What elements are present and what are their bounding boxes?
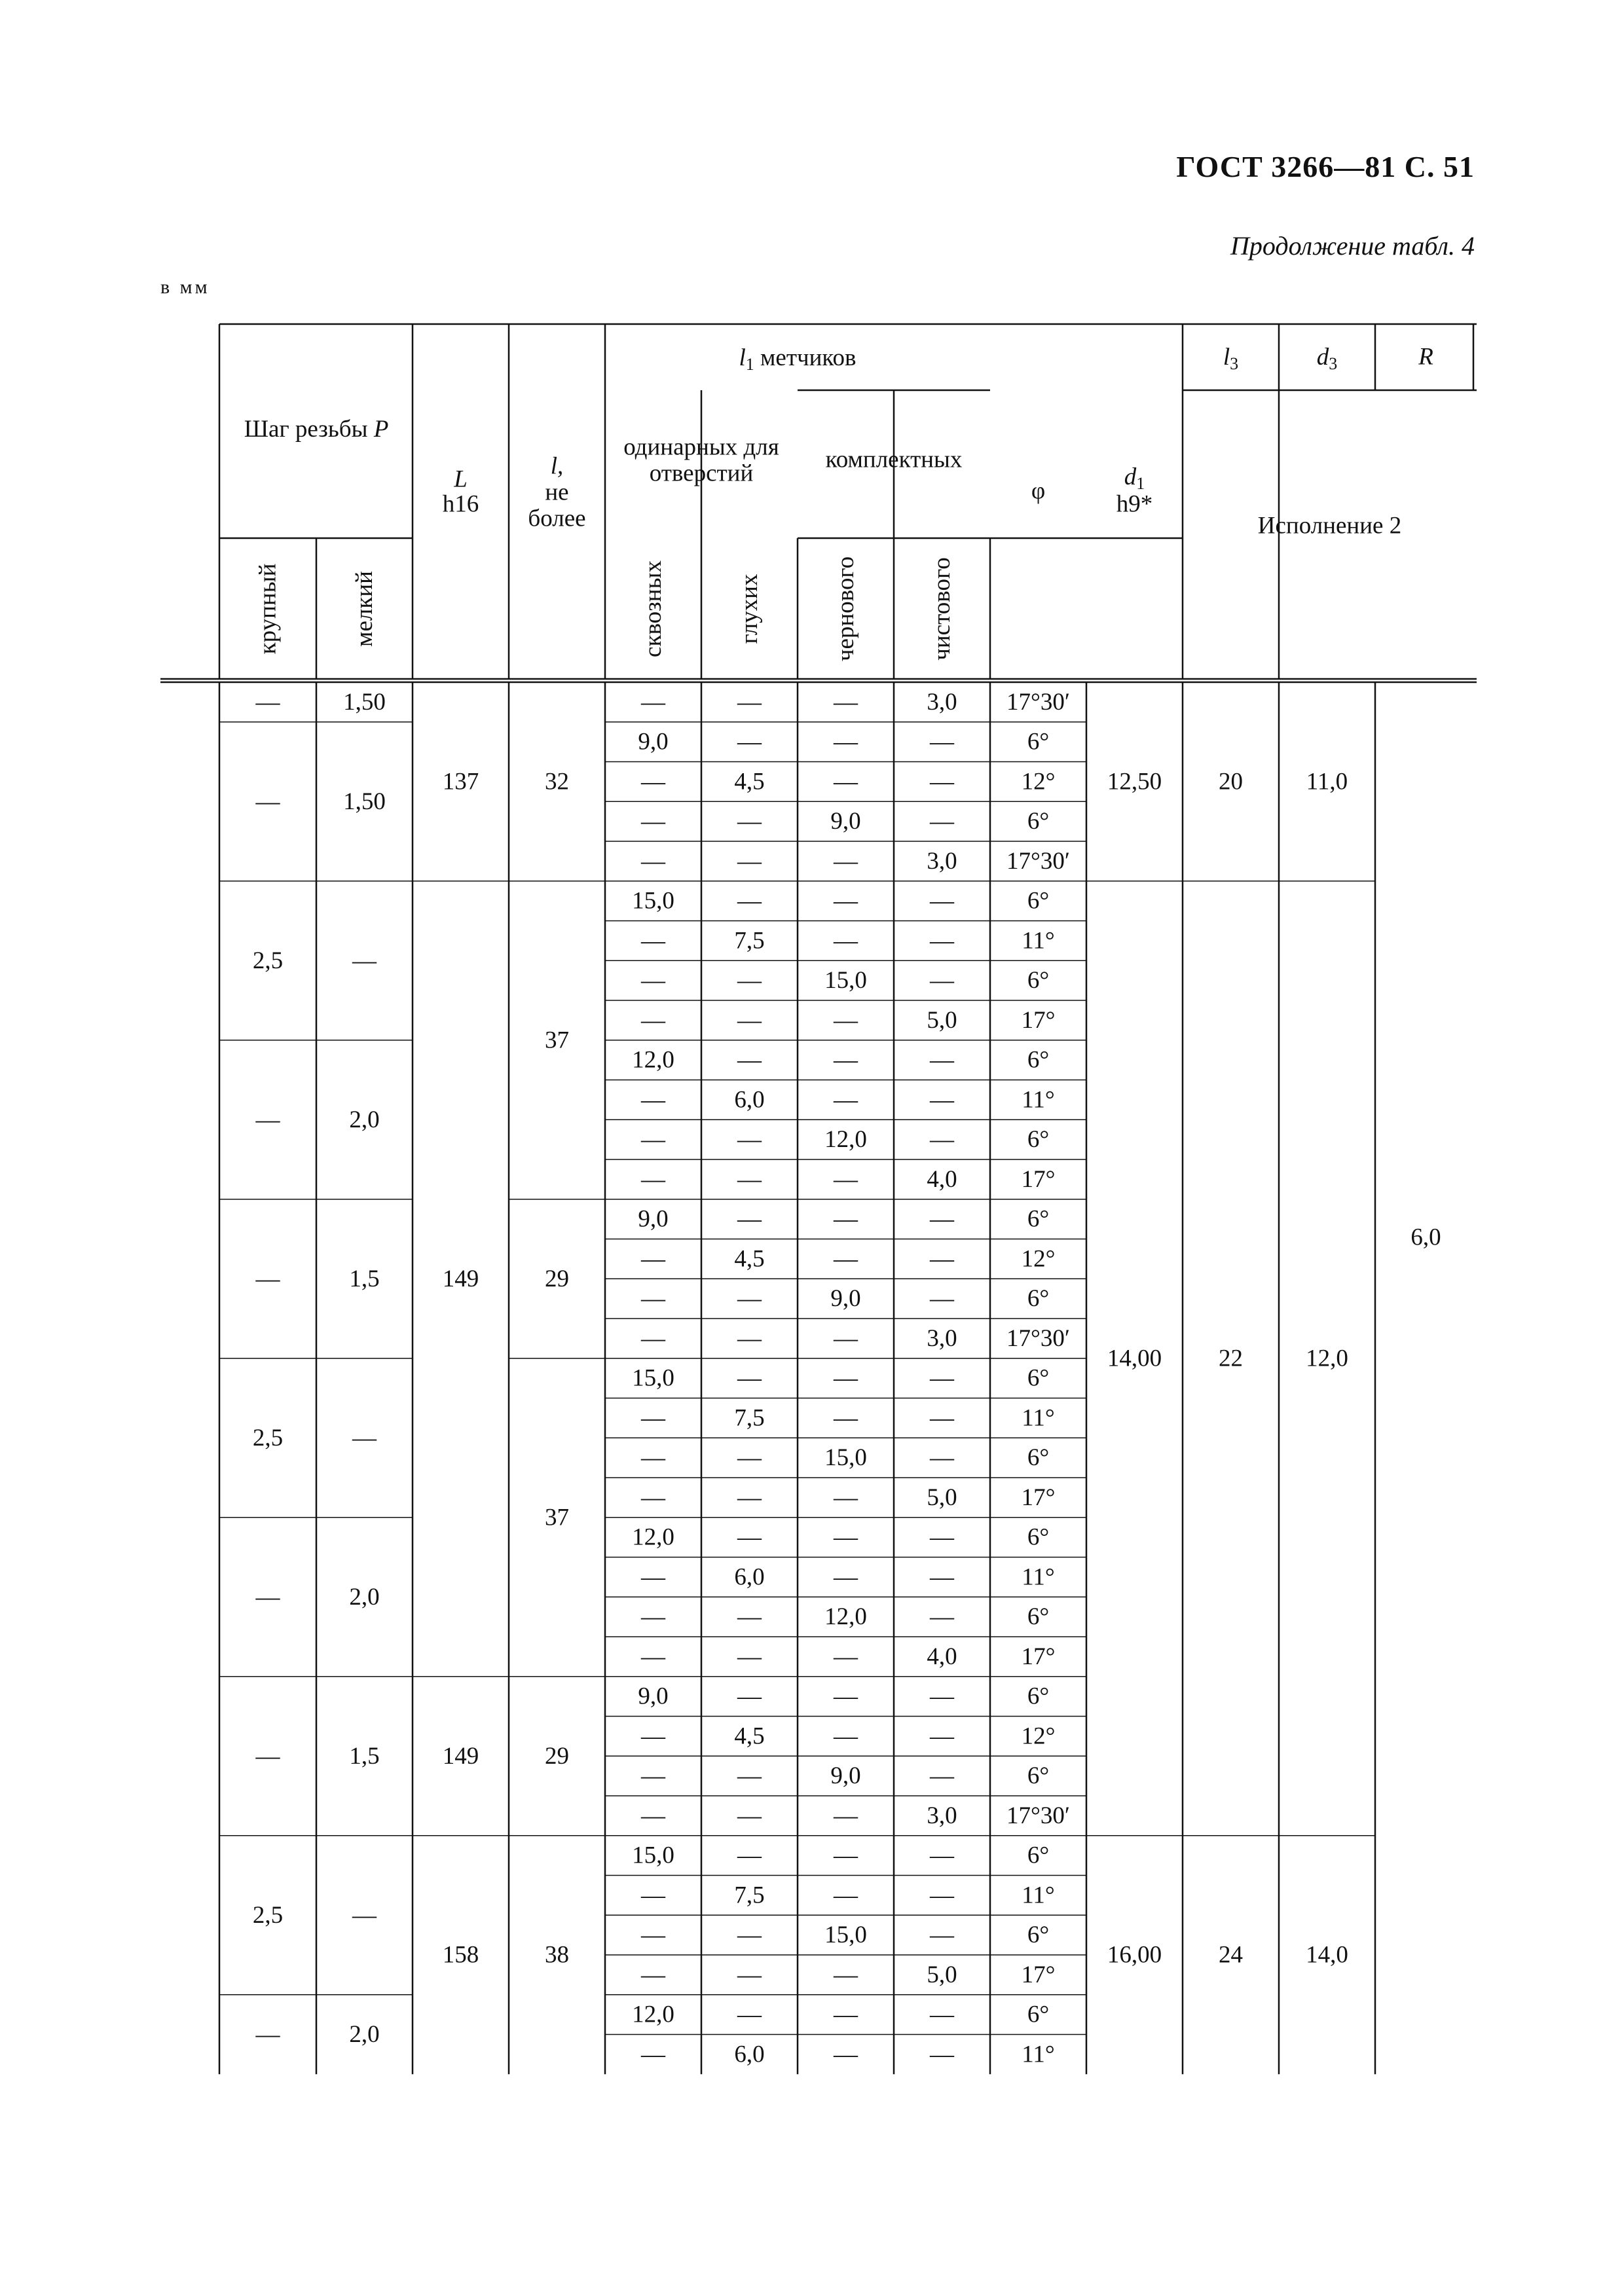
cell: —	[641, 967, 665, 994]
cell: 15,0	[824, 967, 867, 994]
cell: —	[737, 847, 762, 875]
cell: —	[641, 2041, 665, 2068]
cell: —	[737, 1444, 762, 1472]
cell: 9,0	[830, 1762, 861, 1790]
cell: —	[737, 1126, 762, 1154]
d3-cell: 11,0	[1306, 768, 1348, 795]
cell: —	[930, 927, 954, 955]
cell: —	[930, 1086, 954, 1114]
cell: —	[737, 1484, 762, 1511]
cell: 6°	[1027, 808, 1050, 835]
cell: 6°	[1027, 1126, 1050, 1154]
cell: —	[930, 967, 954, 994]
cell: —	[737, 1961, 762, 1988]
cell: —	[834, 1563, 858, 1591]
cell: 11°	[1022, 2041, 1055, 2068]
header-set: комплектных	[825, 446, 963, 473]
cell: —	[641, 1484, 665, 1511]
cell: 5,0	[927, 1484, 957, 1511]
table-continuation-note: Продолжение табл. 4	[1230, 231, 1475, 261]
cell: —	[737, 1643, 762, 1670]
cell: 12°	[1021, 768, 1056, 795]
cell: 6°	[1027, 1922, 1050, 1949]
cell: —	[737, 1523, 762, 1551]
cell: —	[834, 1364, 858, 1392]
cell: 6°	[1027, 1762, 1050, 1790]
cell: 9,0	[638, 1683, 669, 1710]
cell: —	[834, 1842, 858, 1869]
l-cell: 29	[545, 1265, 569, 1292]
cell: —	[641, 1922, 665, 1949]
cell: —	[737, 887, 762, 915]
cell: 5,0	[927, 1006, 957, 1034]
cell: 17°30′	[1006, 688, 1070, 716]
cell: —	[930, 1404, 954, 1432]
cell: —	[834, 1722, 858, 1750]
l-cell: 37	[545, 1027, 569, 1054]
cell: —	[930, 1444, 954, 1472]
cell: 15,0	[632, 1364, 674, 1392]
cell: —	[834, 1165, 858, 1193]
pitch-coarse-cell: —	[255, 1106, 280, 1133]
cell: —	[930, 808, 954, 835]
pitch-fine-cell: 1,5	[349, 1742, 380, 1770]
cell: —	[737, 1842, 762, 1869]
table-header	[244, 344, 1433, 662]
cell: —	[737, 1922, 762, 1949]
cell: 6°	[1027, 1364, 1050, 1392]
pitch-fine-cell: 1,5	[349, 1265, 380, 1292]
cell: —	[641, 1126, 665, 1154]
header-phi: φ	[1031, 477, 1046, 505]
cell: —	[834, 1006, 858, 1034]
cell: —	[834, 1046, 858, 1074]
cell: —	[737, 1285, 762, 1313]
cell: —	[641, 847, 665, 875]
cell: 7,5	[734, 1404, 765, 1432]
cell: —	[737, 808, 762, 835]
page-title: ГОСТ 3266—81 С. 51	[1176, 150, 1475, 183]
cell: 6°	[1027, 1046, 1050, 1074]
cell: —	[737, 1683, 762, 1710]
header-L: L	[454, 465, 468, 493]
cell: —	[641, 1762, 665, 1790]
cell: 15,0	[824, 1444, 867, 1472]
cell: 17°	[1021, 1643, 1056, 1670]
cell: 17°	[1021, 1006, 1056, 1034]
header-l-note2: более	[528, 505, 586, 532]
cell: 4,5	[734, 1245, 765, 1273]
header-blind: глухих	[736, 574, 763, 644]
cell: 12,0	[824, 1603, 867, 1631]
cell: 3,0	[927, 1802, 957, 1829]
cell: —	[641, 1324, 665, 1352]
header-through: сквозных	[640, 560, 667, 657]
cell: —	[737, 688, 762, 716]
pitch-coarse-cell: —	[255, 688, 280, 716]
cell: —	[641, 1961, 665, 1988]
cell: —	[930, 1046, 954, 1074]
pitch-fine-cell: 1,50	[343, 788, 386, 815]
l3-cell: 24	[1219, 1941, 1243, 1969]
l3-cell: 22	[1219, 1345, 1243, 1372]
cell: 9,0	[830, 1285, 861, 1313]
pitch-coarse-cell: 2,5	[252, 1901, 284, 1929]
cell: 12,0	[632, 2001, 674, 2028]
cell: —	[737, 1364, 762, 1392]
cell: —	[641, 1165, 665, 1193]
cell: —	[930, 1882, 954, 1909]
cell: —	[834, 1245, 858, 1273]
cell: 11°	[1022, 1404, 1055, 1432]
cell: 7,5	[734, 1882, 765, 1909]
cell: 6°	[1027, 1842, 1050, 1869]
L-cell: 158	[442, 1941, 479, 1969]
cell: —	[641, 1722, 665, 1750]
cell: —	[930, 1762, 954, 1790]
cell: —	[930, 1722, 954, 1750]
cell: —	[930, 1683, 954, 1710]
header-d1-tolerance: h9*	[1116, 490, 1153, 518]
header-l: l,	[550, 452, 564, 480]
cell: —	[641, 1404, 665, 1432]
cell: —	[737, 2001, 762, 2028]
cell: —	[737, 1205, 762, 1233]
l-cell: 32	[545, 768, 569, 795]
cell: 3,0	[927, 847, 957, 875]
cell: 6°	[1027, 2001, 1050, 2028]
cell: 9,0	[830, 808, 861, 835]
cell: —	[737, 728, 762, 756]
header-coarse: крупный	[254, 563, 282, 655]
pitch-coarse-cell: —	[255, 1265, 280, 1292]
cell: —	[834, 847, 858, 875]
pitch-coarse-cell: —	[255, 788, 280, 815]
cell: —	[930, 1922, 954, 1949]
cell: —	[641, 1643, 665, 1670]
pitch-coarse-cell: 2,5	[252, 1424, 284, 1451]
cell: —	[737, 1165, 762, 1193]
cell: —	[834, 768, 858, 795]
d1-cell: 12,50	[1107, 768, 1162, 795]
L-cell: 137	[442, 768, 479, 795]
pitch-coarse-cell: 2,5	[252, 947, 284, 974]
cell: 3,0	[927, 1324, 957, 1352]
header-l1: $l_1$ метчиков	[739, 344, 857, 374]
table-body	[253, 689, 1441, 2068]
cell: —	[641, 1086, 665, 1114]
cell: 11°	[1022, 1563, 1055, 1591]
header-fine: мелкий	[351, 571, 378, 647]
d3-cell: 14,0	[1306, 1941, 1348, 1969]
cell: —	[641, 1802, 665, 1829]
cell: 12,0	[632, 1523, 674, 1551]
pitch-fine-cell: 2,0	[349, 1106, 380, 1133]
cell: 6°	[1027, 728, 1050, 756]
cell: —	[930, 887, 954, 915]
cell: 6°	[1027, 1285, 1050, 1313]
d1-cell: 16,00	[1107, 1941, 1162, 1969]
cell: —	[834, 688, 858, 716]
cell: 12°	[1021, 1722, 1056, 1750]
cell: —	[834, 1404, 858, 1432]
cell: 17°30′	[1006, 1324, 1070, 1352]
cell: —	[641, 1006, 665, 1034]
cell: —	[930, 728, 954, 756]
cell: —	[930, 1842, 954, 1869]
header-l-note1: не	[545, 479, 569, 506]
pitch-fine-cell: —	[352, 1424, 377, 1451]
l-cell: 38	[545, 1941, 569, 1969]
L-cell: 149	[442, 1265, 479, 1292]
cell: 15,0	[824, 1922, 867, 1949]
cell: 6°	[1027, 1444, 1050, 1472]
cell: 15,0	[632, 887, 674, 915]
cell: —	[737, 1046, 762, 1074]
cell: —	[641, 1603, 665, 1631]
cell: —	[930, 768, 954, 795]
pitch-fine-cell: —	[352, 1901, 377, 1929]
header-L-tolerance: h16	[442, 490, 479, 518]
cell: 5,0	[927, 1961, 957, 1988]
cell: 4,5	[734, 1722, 765, 1750]
cell: —	[641, 768, 665, 795]
header-d1: $d_1$	[1124, 463, 1145, 493]
pitch-coarse-cell: —	[255, 2021, 280, 2048]
cell: 6°	[1027, 1603, 1050, 1631]
pitch-coarse-cell: —	[255, 1742, 280, 1770]
cell: 12,0	[824, 1126, 867, 1154]
d1-cell: 14,00	[1107, 1345, 1162, 1372]
units-label: в мм	[160, 276, 210, 298]
cell: —	[930, 1285, 954, 1313]
l-cell: 37	[545, 1504, 569, 1531]
pitch-fine-cell: —	[352, 947, 377, 974]
header-version: Исполнение 2	[1257, 512, 1402, 539]
cell: 12°	[1021, 1245, 1056, 1273]
cell: —	[641, 1285, 665, 1313]
cell: —	[737, 1762, 762, 1790]
cell: —	[834, 1484, 858, 1511]
cell: —	[641, 688, 665, 716]
cell: —	[737, 1324, 762, 1352]
cell: 17°30′	[1006, 847, 1070, 875]
cell: 6°	[1027, 967, 1050, 994]
cell: —	[641, 1444, 665, 1472]
cell: —	[737, 1802, 762, 1829]
pitch-fine-cell: 2,0	[349, 1583, 380, 1611]
cell: —	[641, 1563, 665, 1591]
cell: —	[834, 2041, 858, 2068]
cell: 17°	[1021, 1165, 1056, 1193]
cell: 9,0	[638, 1205, 669, 1233]
cell: —	[930, 2041, 954, 2068]
cell: —	[930, 1603, 954, 1631]
cell: —	[930, 1563, 954, 1591]
cell: 12,0	[632, 1046, 674, 1074]
cell: 7,5	[734, 927, 765, 955]
cell: 17°30′	[1006, 1802, 1070, 1829]
cell: 6,0	[734, 2041, 765, 2068]
cell: 9,0	[638, 728, 669, 756]
R-cell: 6,0	[1410, 1224, 1441, 1251]
cell: —	[834, 887, 858, 915]
cell: 4,0	[927, 1165, 957, 1193]
cell: —	[834, 1961, 858, 1988]
header-single-line2: отверстий	[649, 460, 754, 487]
cell: —	[834, 1324, 858, 1352]
cell: —	[737, 1006, 762, 1034]
header-d3: $d_3$	[1316, 343, 1338, 373]
cell: —	[834, 1205, 858, 1233]
cell: 4,5	[734, 768, 765, 795]
header-single-line1: одинарных для	[623, 433, 779, 461]
header-rough: чернового	[832, 556, 859, 662]
cell: 11°	[1022, 927, 1055, 955]
cell: —	[834, 1086, 858, 1114]
cell: —	[641, 1245, 665, 1273]
cell: 11°	[1022, 1086, 1055, 1114]
l3-cell: 20	[1219, 768, 1243, 795]
pitch-coarse-cell: —	[255, 1583, 280, 1611]
cell: 3,0	[927, 688, 957, 716]
header-R: R	[1418, 343, 1433, 371]
cell: 6°	[1027, 1523, 1050, 1551]
cell: 11°	[1022, 1882, 1055, 1909]
cell: —	[737, 1603, 762, 1631]
cell: —	[834, 1802, 858, 1829]
cell: —	[641, 927, 665, 955]
cell: 6,0	[734, 1086, 765, 1114]
cell: —	[834, 1523, 858, 1551]
cell: —	[834, 728, 858, 756]
cell: —	[834, 1643, 858, 1670]
d3-cell: 12,0	[1306, 1345, 1348, 1372]
header-l3: $l_3$	[1223, 343, 1239, 373]
cell: —	[834, 1882, 858, 1909]
cell: 6°	[1027, 1205, 1050, 1233]
cell: —	[930, 1126, 954, 1154]
cell: 4,0	[927, 1643, 957, 1670]
cell: —	[930, 1205, 954, 1233]
cell: —	[834, 2001, 858, 2028]
cell: —	[737, 967, 762, 994]
cell: 6°	[1027, 887, 1050, 915]
header-finish: чистового	[929, 557, 955, 661]
cell: —	[834, 927, 858, 955]
cell: —	[834, 1683, 858, 1710]
l-cell: 29	[545, 1742, 569, 1770]
cell: 6°	[1027, 1683, 1050, 1710]
cell: —	[930, 1523, 954, 1551]
L-cell: 149	[442, 1742, 479, 1770]
pitch-fine-cell: 1,50	[343, 688, 386, 716]
pitch-fine-cell: 2,0	[349, 2021, 380, 2048]
cell: —	[930, 1364, 954, 1392]
cell: 15,0	[632, 1842, 674, 1869]
cell: 17°	[1021, 1484, 1056, 1511]
cell: —	[641, 808, 665, 835]
cell: —	[930, 1245, 954, 1273]
cell: —	[641, 1882, 665, 1909]
header-pitch: Шаг резьбы P	[244, 415, 389, 443]
cell: —	[930, 2001, 954, 2028]
cell: 6,0	[734, 1563, 765, 1591]
cell: 17°	[1021, 1961, 1056, 1988]
